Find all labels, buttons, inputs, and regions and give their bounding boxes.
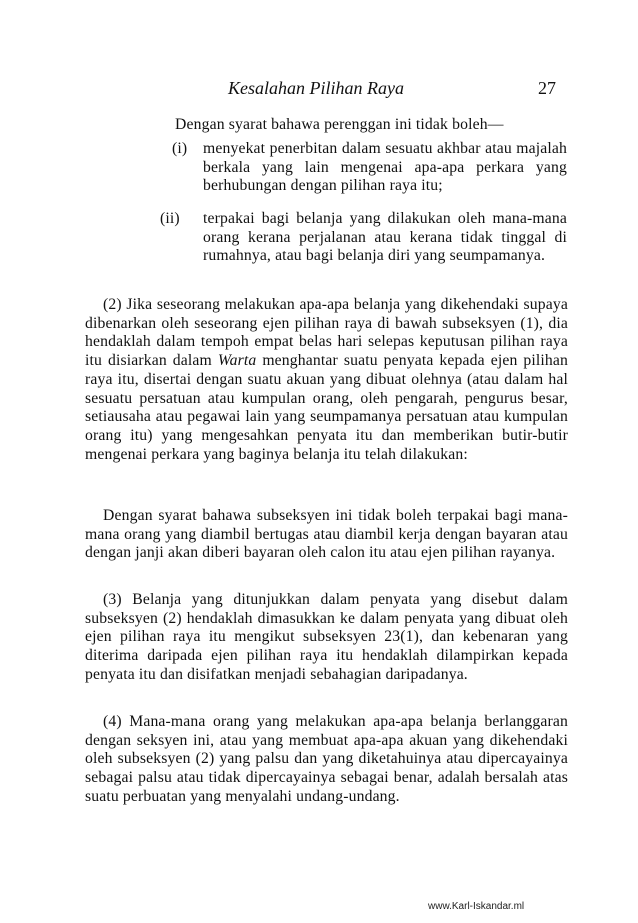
list-item-text: terpakai bagi belanja yang dilakukan oleh mana-mana orang kerana perjalanan atau kerana tidak tinggal di rumahnya, atau bagi belanja diri yang seumpamanya. [203,210,567,265]
watermark-url: www.Karl-Iskandar.ml [428,901,525,912]
subsection-2-italic-term: Warta [217,352,257,370]
running-title: Kesalahan Pilihan Raya [228,78,404,98]
list-item-i [172,140,567,196]
subsection-3: (3) Belanja yang ditunjukkan dalam penyata yang disebut dalam subseksyen (2) hendaklah dimasukkan ke dalam penyata yang dibuat oleh ejen pilihan raya itu mengikut subseksyen 23(1), dan kebenaran yang diterima daripada ejen pilihan raya itu hendaklah dilampirkan kepada penyata itu dan disifatkan menjadi sebahagian daripadanya. [85,591,568,683]
subsection-4: (4) Mana-mana orang yang melakukan apa-apa belanja berlanggaran dengan seksyen ini, atau yang membuat apa-apa akuan yang dikehendaki oleh subseksyen (2) yang palsu dan yang diketahuinya atau dipercayainya sebagai palsu atau tidak dipercayainya sebagai benar, adalah bersalah atas suatu perbuatan yang menyalahi undang-undang. [85,713,568,805]
list-item-number: (ii) [160,210,180,227]
subsection-2 [85,296,568,464]
list-item-ii [160,210,567,266]
page-number: 27 [538,78,556,98]
list-item-number: (i) [172,140,188,157]
subsection-2-lead: (2) Jika seseorang melakukan apa-apa belanja yang dikehendaki supaya dibenarkan oleh seseorang ejen pilihan raya di bawah subseksyen (1), dia hendaklah dalam tempoh empat belas hari selepas keputusan pilihan raya itu disiarkan dalam [85,296,568,370]
subsection-2-rest: menghantar suatu penyata kepada ejen pilihan raya itu, disertai dengan suatu akuan yang dibuat olehnya (atau dalam hal sesuatu persatuan atau kumpulan orang, oleh pengarah, pengurus besar, setiausaha atau pegawai lain yang seumpamanya persatuan atau kumpulan orang itu) yang mengesahkan penyata itu dan memberikan butir-butir mengenai perkara yang baginya belanja itu telah dilakukan: [85,352,569,463]
proviso-paragraph-2: Dengan syarat bahawa subseksyen ini tidak boleh terpakai bagi mana-mana orang yang diambil bertugas atau diambil kerja dengan bayaran atau dengan janji akan diberi bayaran oleh calon itu atau ejen pilihan rayanya. [85,507,568,562]
list-item-text: menyekat penerbitan dalam sesuatu akhbar atau majalah berkala yang lain mengenai apa-apa perkara yang berhubungan dengan pilihan raya itu; [203,140,567,195]
proviso-paragraph-1: Dengan syarat bahawa perenggan ini tidak boleh— [175,116,504,133]
